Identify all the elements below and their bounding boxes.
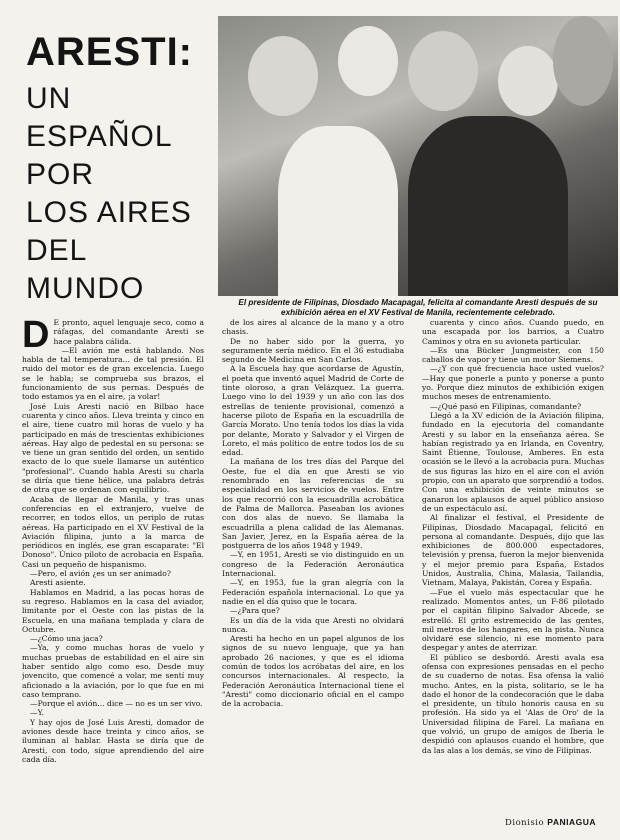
article-paragraph: —Y, en 1953, fue la gran alegría con la Federación española internacional. Lo que ya nadie en el día quiso que le tocara. bbox=[222, 578, 404, 606]
article-column bbox=[22, 318, 204, 828]
article-paragraph: —El avión me está hablando. Nos habla de tal temperatura... de tal presión. El ruido del motor es de gran excelencia. Luego se le habla; se comprueba sus brazos, el funcionamiento de sus pernas. Después de todo estamos ya en el aire, ¡a volar! bbox=[22, 345, 204, 402]
article-paragraph: —Porque el avión... dice — no es un ser vivo. bbox=[30, 699, 203, 709]
article-paragraph: José Luis Aresti nació en Bilbao hace cuarenta y cinco años. Lleva treinta y cinco en el aire, tiene cuatro mil horas de vuelo y ha participado en más de trescientas exhibiciones aéreas. Hay algo de pedestal en su persona: se ve tiene un gran sentido del orden, un sentido exacto de lo que suele llamarse un auténtico "profesional". Cuando habla Aresti su charla se diría que tiene hélice, una palabra detrás de otra que se ordenan con equilibrio. bbox=[22, 401, 204, 495]
article-paragraph: De no haber sido por la guerra, yo seguramente sería médico. En el 36 estudiaba segundo de Medicina en San Carlos. bbox=[222, 336, 404, 365]
article-paragraph: cuarenta y cinco años. Cuando puedo, en una escapada por los barrios, a Cuatro Caminos y otra en su avioneta particular. bbox=[422, 318, 604, 346]
headline-line: UN ESPAÑOL bbox=[26, 82, 173, 153]
byline-prefix: Dionisio bbox=[505, 818, 545, 828]
photo-caption: El presidente de Filipinas, Diosdado Macapagal, felicita al comandante Aresti después de su exhibición aérea en el XV Festival de Manila, recientemente celebrado. bbox=[238, 298, 598, 317]
headline-line: DEL bbox=[26, 234, 88, 267]
article-paragraph: Aresti asiente. bbox=[30, 578, 86, 588]
article-paragraph: —Pero, el avión ¿es un ser animado? bbox=[30, 569, 171, 579]
article-column bbox=[222, 318, 404, 828]
article-paragraph: Y hay ojos de José Luis Aresti, domador de aviones desde hace treinta y cinco años, se iluminan al hablar. Hasta se diría que de Aresti, con todo, sigue aprendiendo del aire cada día. bbox=[22, 717, 204, 764]
article-paragraph: de los aires al alcance de la mano y a otro chasis. bbox=[222, 318, 404, 337]
article-paragraph: Aresti ha hecho en un papel algunos de los signos de su nuevo lenguaje, que ya han aprobado 26 naciones, y que es el idioma común de todos los acróbatas del aire, en los concursos internacionales. Al respecto, la Federación Aeronáutica Internacional tiene el "Aresti" como diccionario oficial en el campo de la acrobacia. bbox=[222, 634, 404, 709]
article-paragraph: Hablamos en Madrid, a las pocas horas de su regreso. Hablamos en la casa del aviador, limitante por el Oeste con las pistas de la Escuela, en una mañana templada y clara de Octubre. bbox=[22, 587, 204, 634]
article-paragraph: —¿Y con qué frecuencia hace usted vuelos? —Hay que ponerle a punto y ponerse a punto yo. Porque diez minutos de exhibición exigen muchos meses de entrenamiento. bbox=[422, 364, 604, 402]
headline-line: POR bbox=[26, 158, 95, 191]
article-paragraph: A la Escuela hay que acordarse de Agustín, el poeta que inventó aquel Madrid de Corte de tinte oloroso, a gran Velázquez. La guerra. Luego vino lo del 1939 y un año con las dos estrellas de teniente provisional, comenzó a hacerse piloto de España en la escuadrilla de García Morato. Uno tenía todos los días la vida por delante, Morato y Salvador y el Virgen de Loreto, el más político de entre todos los de su edad. bbox=[222, 364, 404, 458]
byline bbox=[505, 817, 596, 828]
byline-name: PANIAGUA bbox=[547, 817, 596, 827]
article-paragraph: —Ya, y como muchas horas de vuelo y muchas pruebas de estabilidad en el aire sin haber sentido algo como eso. Desde muy jovencito, que comencé a volar, me sentí muy aficionado a la aviación, por lo que fue en mi caso temprano. bbox=[22, 643, 204, 699]
article-paragraph: La mañana de los tres días del Parque del Oeste, fue el día en que Aresti se vio renombrado en las referencias de su especialidad en los servicios de vuelos. Entre los que recorrió con la escuadrilla acrobática de Palma de Mallorca. Paseaban los aviones con dos alas de nuevo. Se llamaba la escuadrilla a plena calidad de las Alemanas. San Javier, Jerez, en la España aérea de la postguerra de los años 1948 y 1949. bbox=[222, 457, 404, 551]
article-paragraph: Al finalizar el festival, el Presidente de Filipinas, Diosdado Macapagal, felicitó en persona al comandante. Después, dijo que las exhibiciones de 800.000 espectadores, televisión y prensa, fueron la mejor bienvenida y el mejor premio para España, Estados Unidos, Australia, China, Malasia, Tailandia, Vietnam, Malaya, Pakistán, Corea y España. bbox=[422, 513, 604, 588]
article-paragraph: —Y, en 1951, Aresti se vio distinguido en un congreso de la Federación Aeronáutica Internacional. bbox=[222, 550, 404, 579]
headline-name: ARESTI: bbox=[26, 30, 193, 74]
article-paragraph: —Fue el vuelo más espectacular que he realizado. Momentos antes, un F-86 pilotado por el capitán filipino Salvador Abcede, se estrelló. El grito estremecido de las gentes, mil metros de los hangares, en la pista. Nunca olvidaré ese silencio, ni ese momento para despegar y antes de aterrizar. bbox=[422, 587, 604, 653]
article-paragraph: El público se desbordó. Aresti avala esa ofensa con expresiones pensadas en el pecho de su cuaderno de notas. Esa ofensa la valió mucho. Antes, en la pista, solitario, se le ha dado el honor de la condecoración que le daba el presidente, un título honoris causa en su profesión. Ha sido ya el 'Alas de Oro' de la Universidad filipina de Farel. La mañana en que volvió, un grupo de amigos de Iberia le despidió con aplausos cuando el hombre, que da las alas a los demás, se vino de Filipinas. bbox=[422, 652, 604, 755]
article-paragraph: —¿Qué pasó en Filipinas, comandante? bbox=[430, 401, 582, 411]
article-paragraph: —¿Para que? bbox=[230, 606, 280, 616]
article-paragraph: —Es una Bücker Jungmeister, con 150 caballos de vapor y tiene un motor Siemens. bbox=[422, 345, 604, 365]
headline bbox=[26, 30, 216, 308]
article-paragraph: —Y. bbox=[30, 708, 45, 718]
article-paragraph: Acaba de llegar de Manila, y tras unas conferencias en el extranjero, vuelve de recorrer, en todos ellos, un periplo de rutas aéreas. Ha participado en el XV Festival de la Aviación filipina, junto a la marca de periódicos en inglés, ese gran escaparate: "El Donoso". Único piloto de acrobacia en España. Casi un pequeño de hispanismo. bbox=[22, 494, 204, 569]
article-paragraph: Es un día de la vida que Aresti no olvidará nunca. bbox=[222, 615, 404, 634]
article-paragraph: Llegó a la XV edición de la Aviación filipina, fundado en la ejecutoria del comandante Aresti y su labor en la enseñanza aérea. Se habían registrado ya en Irlanda, en Coventry, Saint Étienne, Toulouse, Amberes. En esta ocasión se le llevó a la acrobacia pura. Muchas de sus figuras las hizo en el aire con el avión propio, con un aparato que sorprendió a todos. Con una exhibición de veinte minutos se ganaron los aplausos de aquel público ansioso de un espectáculo así. bbox=[422, 410, 604, 513]
drop-cap: D bbox=[22, 318, 50, 356]
article-column bbox=[422, 318, 604, 813]
headline-line: MUNDO bbox=[26, 272, 145, 305]
article-body bbox=[22, 318, 612, 828]
article-paragraph: D E pronto, aquel lenguaje seco, como a ráfagas, del comandante Aresti se hace palabra cálida. bbox=[22, 318, 204, 356]
headline-line: LOS AIRES bbox=[26, 196, 192, 229]
article-paragraph: —¿Cómo una jaca? bbox=[30, 634, 103, 644]
news-photo bbox=[218, 16, 618, 296]
